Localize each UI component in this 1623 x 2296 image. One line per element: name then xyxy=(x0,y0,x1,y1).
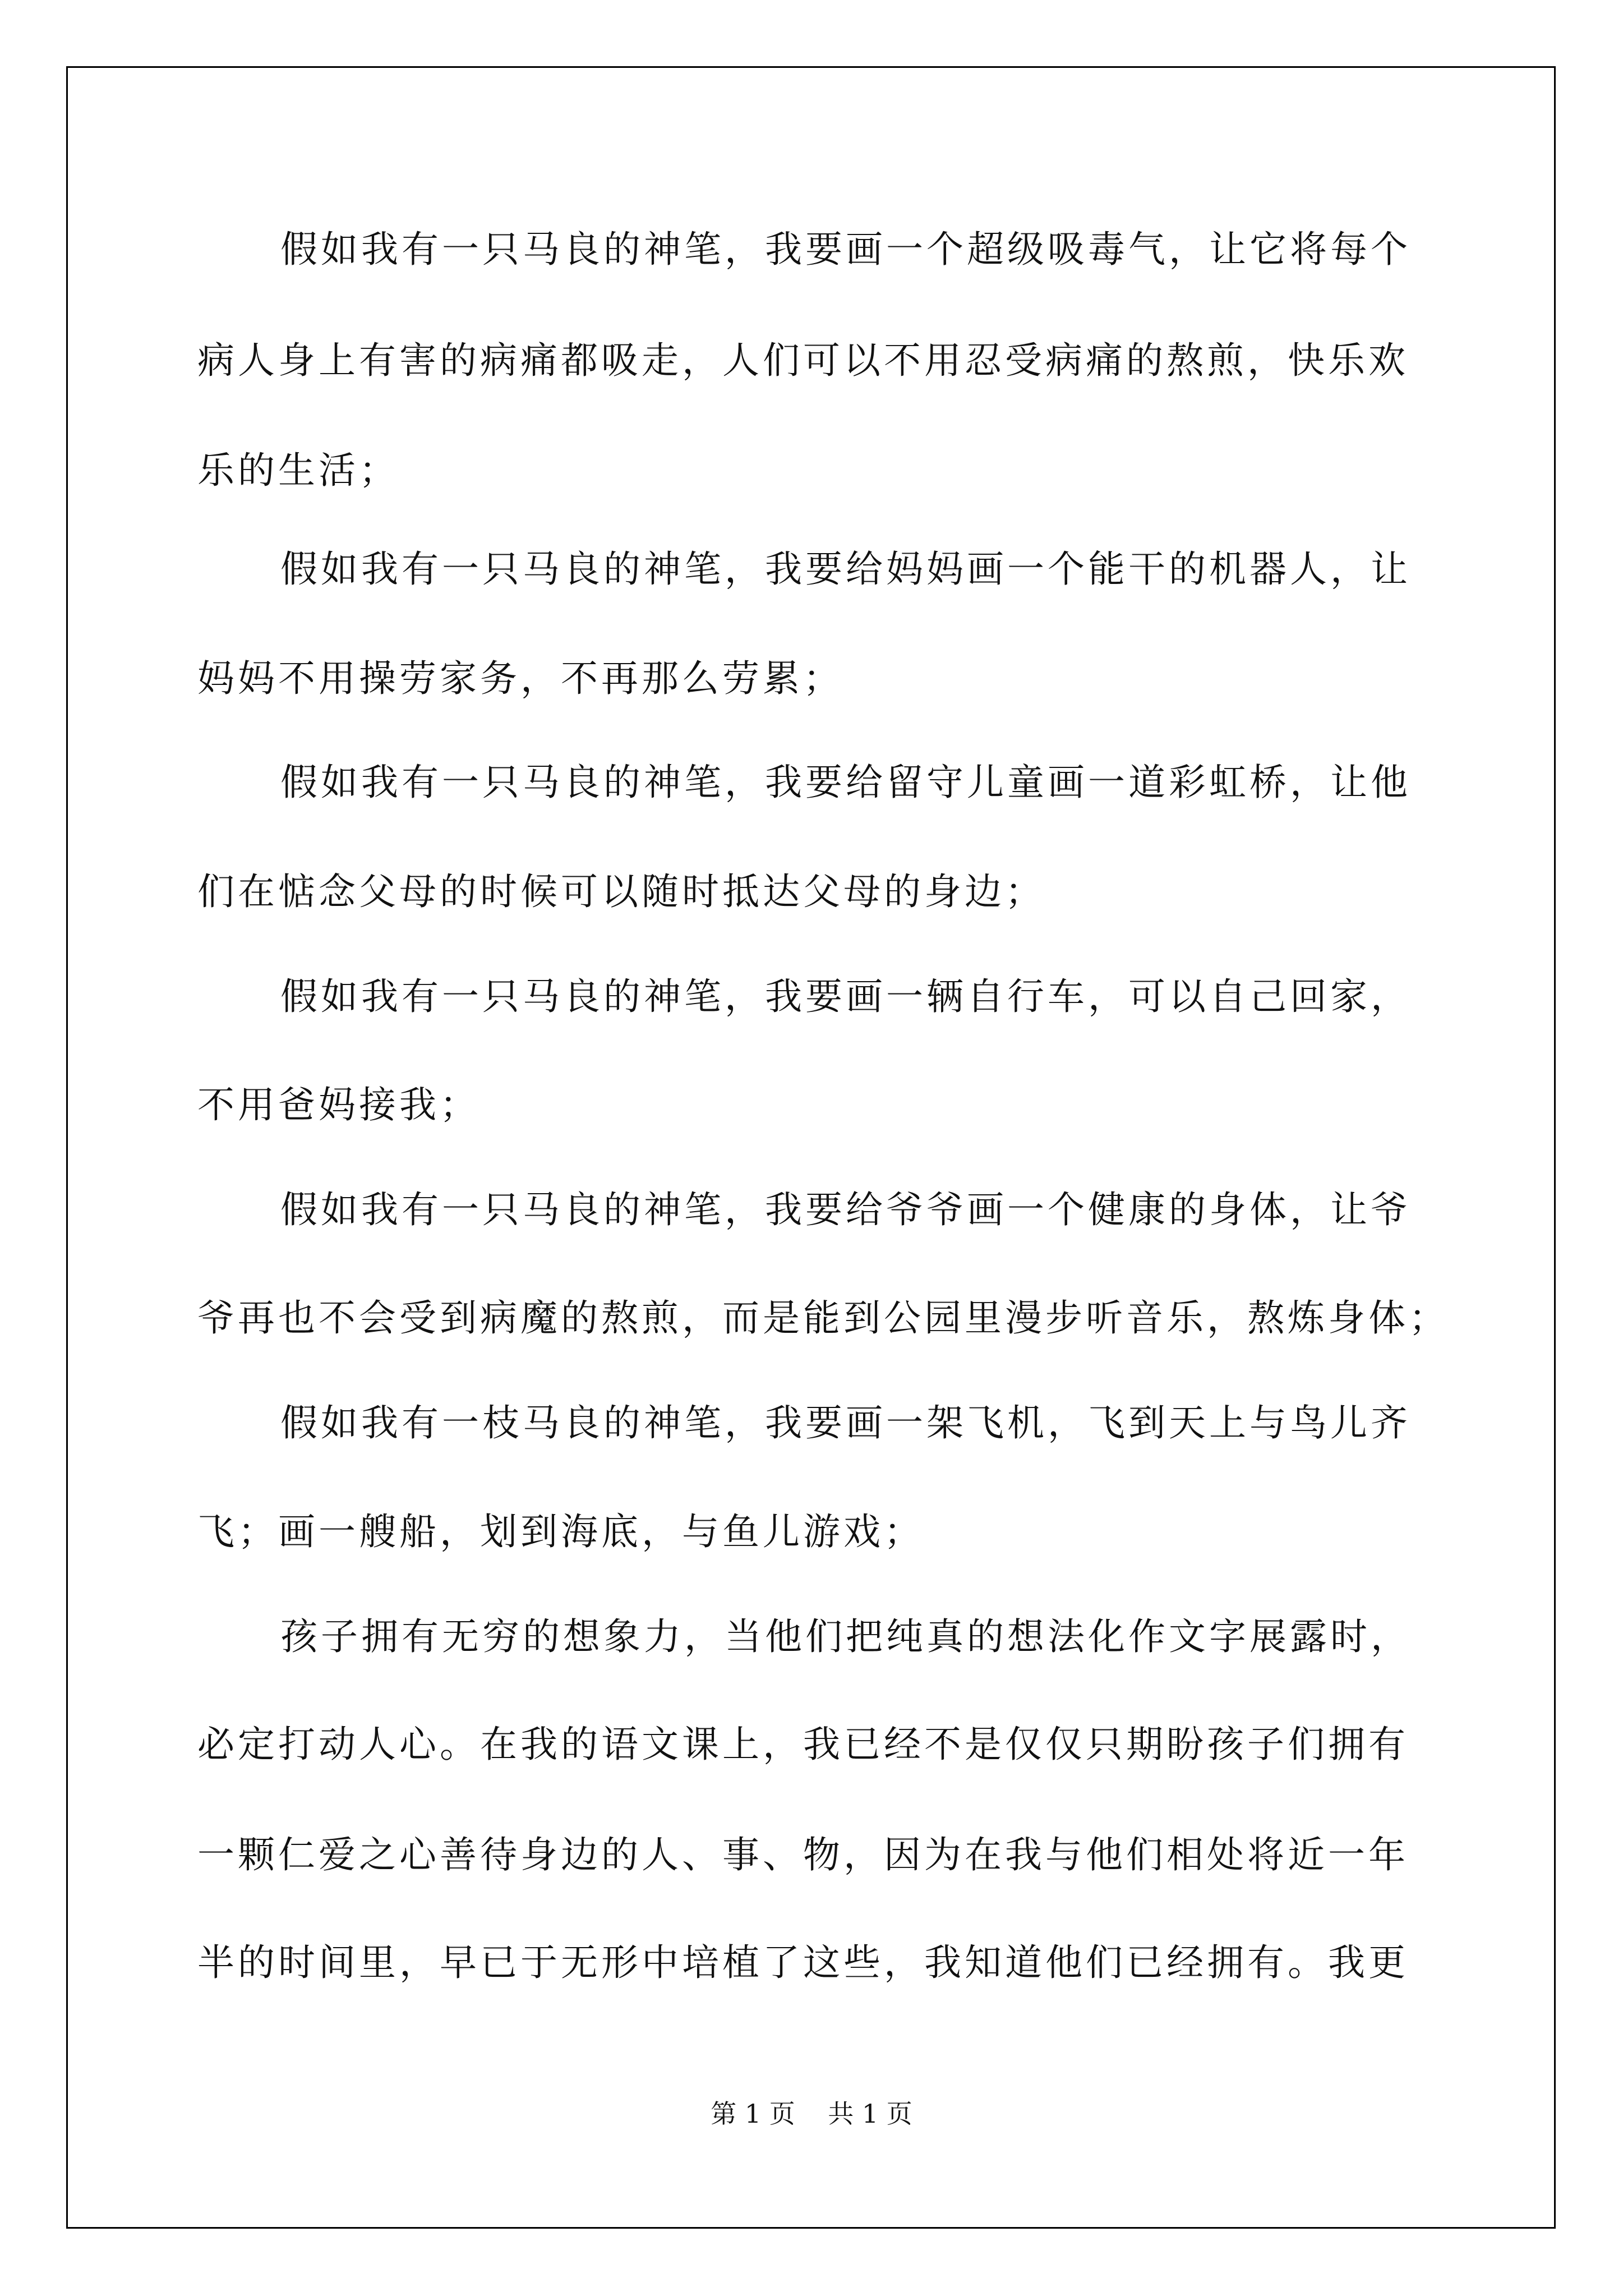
paragraph-3-line-1: 假如我有一只马良的神笔，我要给留守儿童画一道彩虹桥，让他 xyxy=(280,761,1411,804)
paragraph-4-line-2: 不用爸妈接我； xyxy=(197,1083,480,1126)
page-number-footer: 第 1 页 共 1 页 xyxy=(711,2099,912,2129)
paragraph-4-line-1: 假如我有一只马良的神笔，我要画一辆自行车，可以自己回家， xyxy=(280,975,1411,1018)
paragraph-1-line-2: 病人身上有害的病痛都吸走，人们可以不用忍受病痛的熬煎，快乐欢 xyxy=(197,339,1409,382)
paragraph-5-line-1: 假如我有一只马良的神笔，我要给爷爷画一个健康的身体，让爷 xyxy=(280,1188,1411,1231)
paragraph-7-line-2: 必定打动人心。在我的语文课上，我已经不是仅仅只期盼孩子们拥有 xyxy=(197,1723,1409,1766)
paragraph-1-line-1: 假如我有一只马良的神笔，我要画一个超级吸毒气，让它将每个 xyxy=(280,228,1411,271)
paragraph-2-line-1: 假如我有一只马良的神笔，我要给妈妈画一个能干的机器人，让 xyxy=(280,547,1411,591)
paragraph-5-line-2: 爷再也不会受到病魔的熬煎，而是能到公园里漫步听音乐，熬炼身体； xyxy=(197,1296,1449,1340)
paragraph-7-line-4: 半的时间里，早已于无形中培植了这些，我知道他们已经拥有。我更 xyxy=(197,1941,1409,1984)
paragraph-3-line-2: 们在惦念父母的时候可以随时抵达父母的身边； xyxy=(197,870,1045,913)
paragraph-7-line-1: 孩子拥有无穷的想象力，当他们把纯真的想法化作文字展露时， xyxy=(280,1615,1411,1658)
paragraph-6-line-1: 假如我有一枝马良的神笔，我要画一架飞机，飞到天上与鸟儿齐 xyxy=(280,1401,1411,1444)
paragraph-2-line-2: 妈妈不用操劳家务，不再那么劳累； xyxy=(197,657,843,700)
page-border xyxy=(66,66,1556,2229)
paragraph-6-line-2: 飞；画一艘船，划到海底，与鱼儿游戏； xyxy=(197,1510,924,1553)
paragraph-7-line-3: 一颗仁爱之心善待身边的人、事、物，因为在我与他们相处将近一年 xyxy=(197,1833,1409,1876)
paragraph-1-line-3: 乐的生活； xyxy=(197,449,399,492)
